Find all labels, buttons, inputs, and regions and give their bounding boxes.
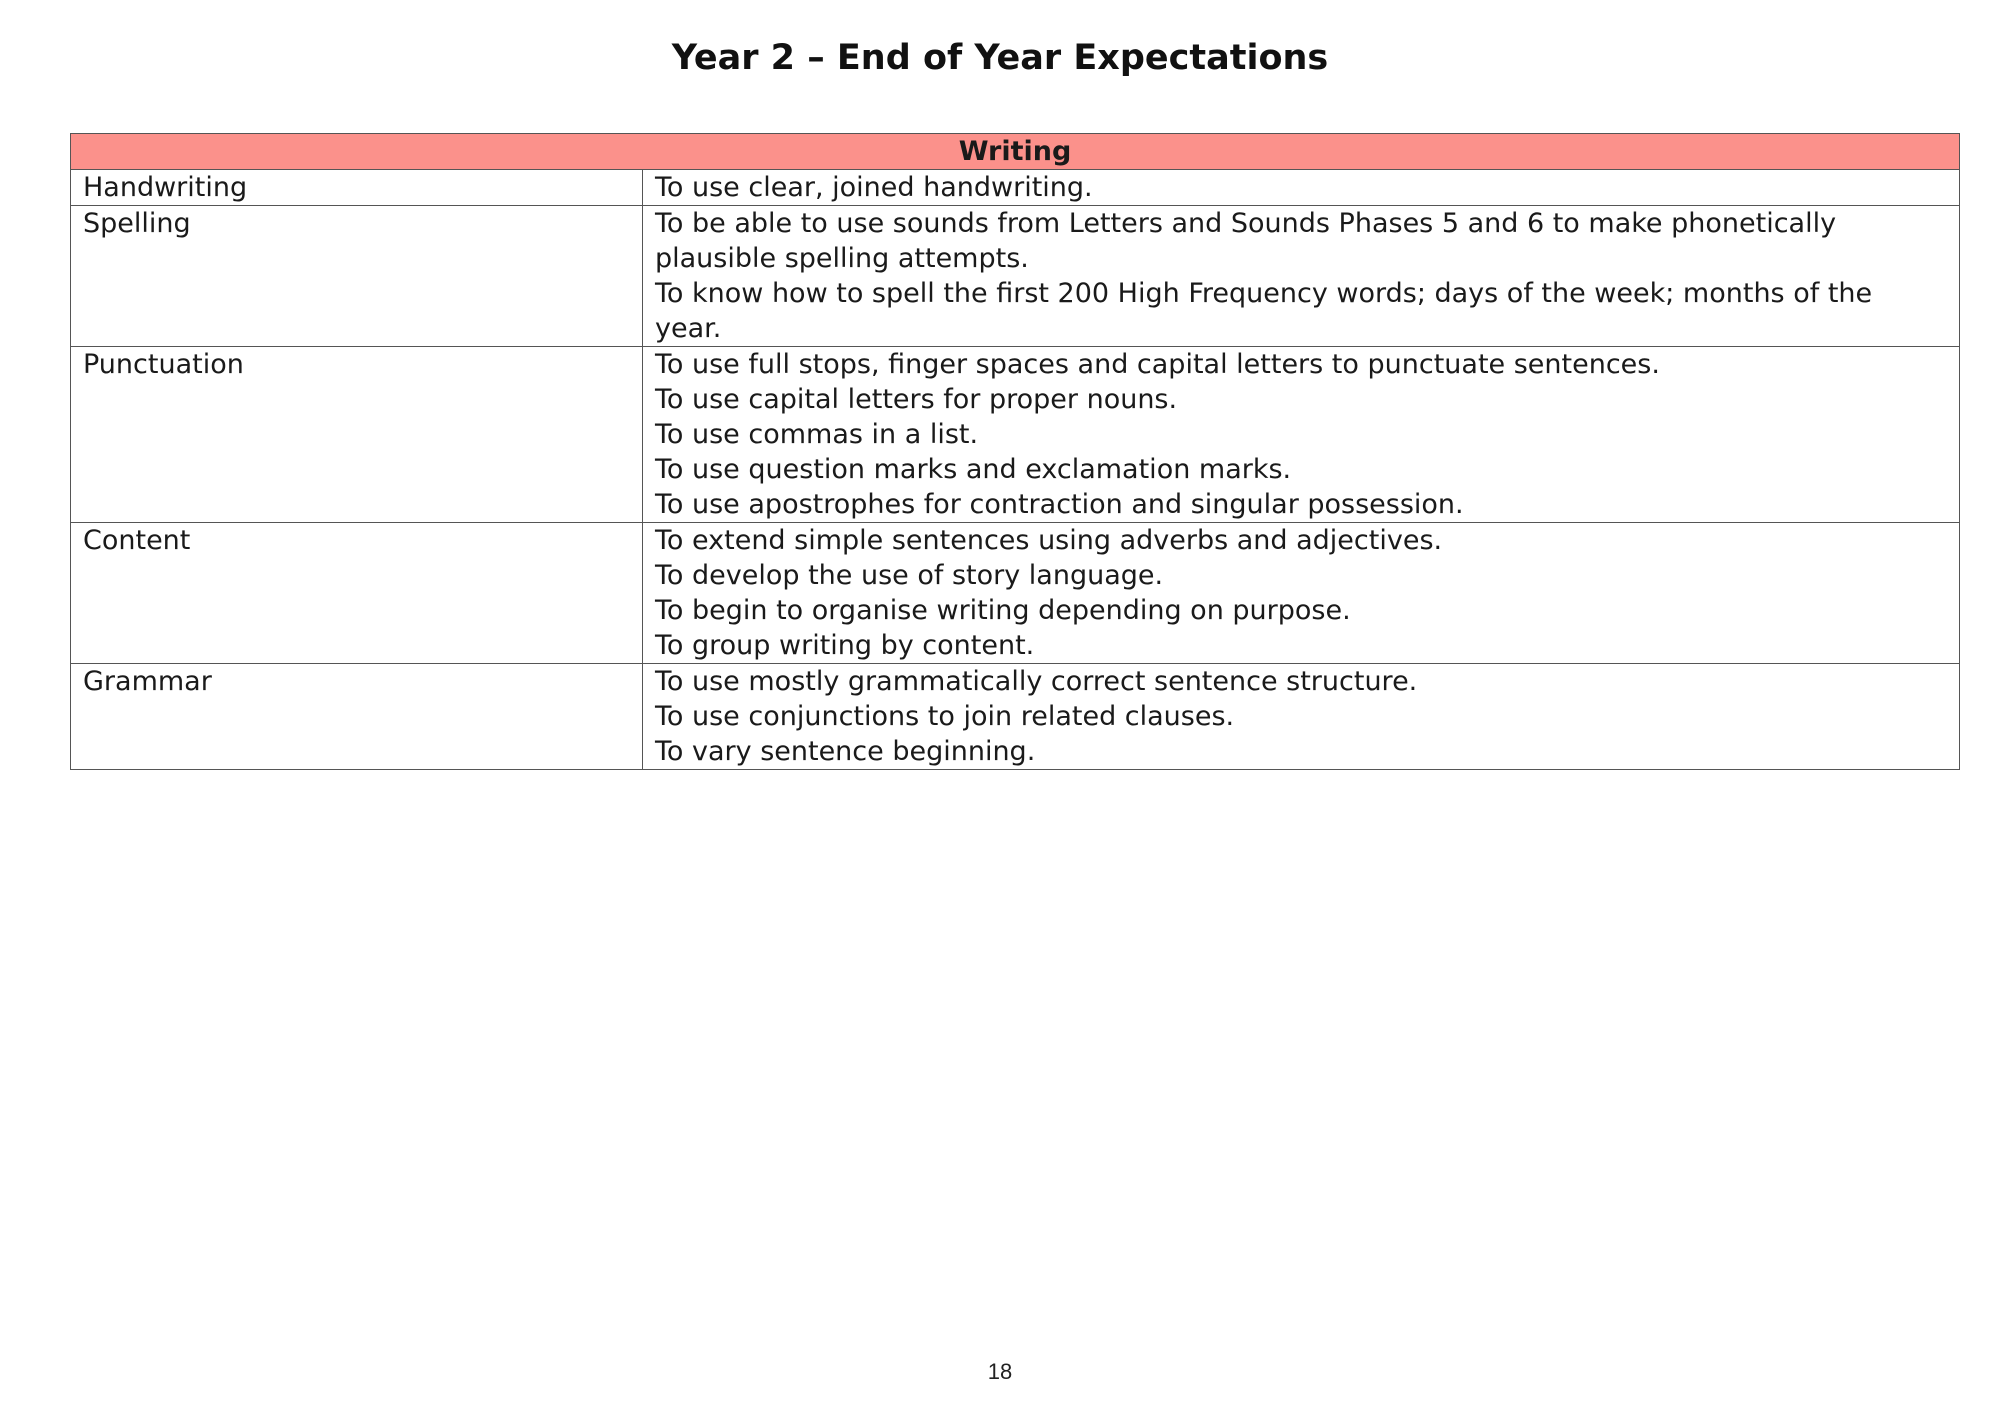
table-row (71, 347, 1960, 523)
area-cell: Handwriting (71, 170, 643, 206)
expectations-cell (643, 523, 1960, 664)
page-title: Year 2 – End of Year Expectations (671, 38, 1329, 78)
expectation-item: To use capital letters for proper nouns. (655, 384, 1178, 415)
expectation-item: To extend simple sentences using adverbs and adjectives. (655, 525, 1443, 556)
expectation-item: To be able to use sounds from Letters and Sounds Phases 5 and 6 to make phonetically plausible spelling attempts. (655, 208, 1837, 274)
page-number: 18 (987, 1359, 1013, 1384)
table-row (71, 206, 1960, 347)
expectations-cell (643, 347, 1960, 523)
expectation-item: To group writing by content. (655, 630, 1035, 661)
expectation-item: To vary sentence beginning. (655, 736, 1036, 767)
expectation-item: To develop the use of story language. (655, 560, 1164, 591)
area-cell: Content (71, 523, 643, 664)
expectation-item: To use apostrophes for contraction and singular possession. (655, 489, 1464, 520)
expectation-item: To begin to organise writing depending on purpose. (655, 595, 1351, 626)
table-row (71, 170, 1960, 206)
expectation-item: To know how to spell the first 200 High Frequency words; days of the week; months of the year. (655, 278, 1873, 344)
area-cell: Punctuation (71, 347, 643, 523)
expectation-item: To use full stops, finger spaces and capital letters to punctuate sentences. (655, 349, 1660, 380)
area-cell: Grammar (71, 664, 643, 770)
table-header-row (71, 134, 1960, 170)
section-header-writing: Writing (71, 134, 1960, 170)
expectations-cell (643, 206, 1960, 347)
table-row (71, 523, 1960, 664)
expectation-item: To use clear, joined handwriting. (655, 172, 1093, 203)
expectations-cell (643, 170, 1960, 206)
expectation-item: To use commas in a list. (655, 419, 979, 450)
expectations-cell (643, 664, 1960, 770)
table-row (71, 664, 1960, 770)
expectation-item: To use mostly grammatically correct sentence structure. (655, 666, 1418, 697)
area-cell: Spelling (71, 206, 643, 347)
expectation-item: To use conjunctions to join related clauses. (655, 701, 1235, 732)
expectation-item: To use question marks and exclamation marks. (655, 454, 1292, 485)
writing-expectations-table (70, 133, 1960, 770)
